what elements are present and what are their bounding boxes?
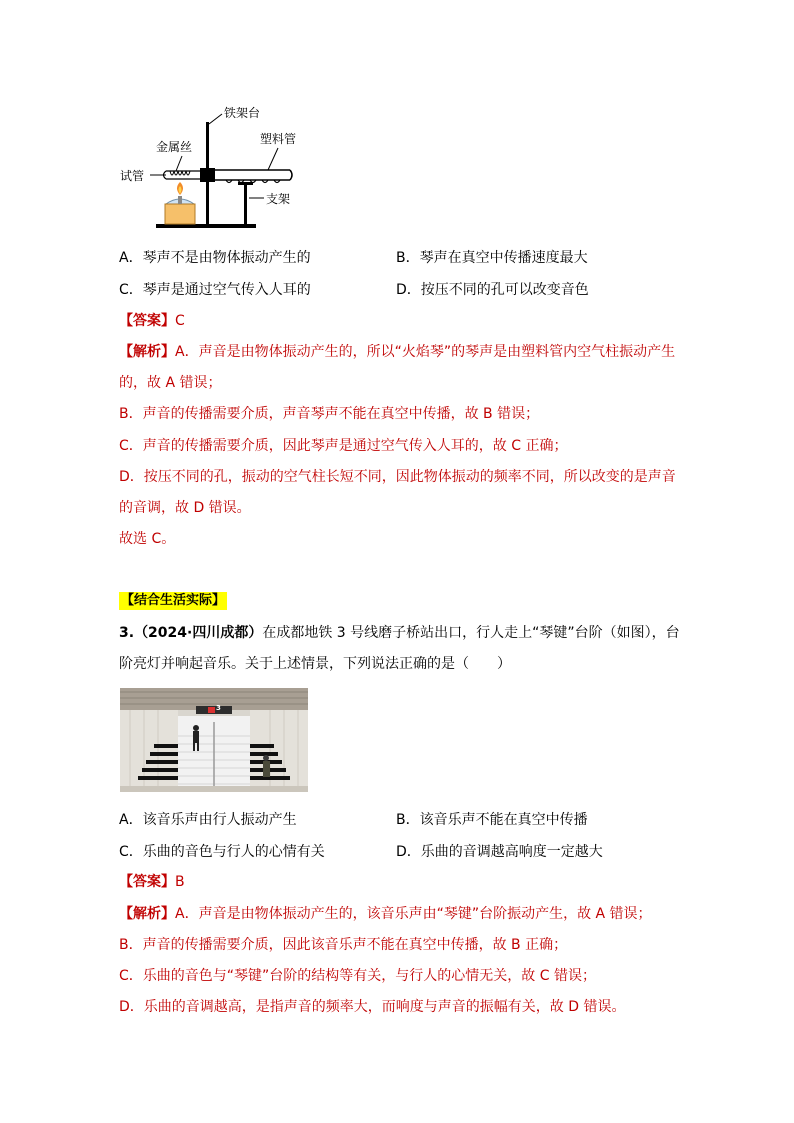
apparatus-drawing (118, 100, 318, 235)
q2-answer-value: C (175, 313, 185, 329)
q3-analysis-text1: A．声音是由物体振动产生的，该音乐声由“琴键”台阶振动产生，故 A 错误； (175, 906, 652, 922)
q2-option-d: D．按压不同的孔可以改变音色 (396, 282, 589, 298)
q3-analysis-line4: D．乐曲的音调越高，是指声音的频率大，而响度与声音的振幅有关，故 D 错误。 (119, 999, 626, 1015)
apparatus-figure (118, 100, 318, 235)
q2-analysis-line4: C．声音的传播需要介质，因此琴声是通过空气传入人耳的，故 C 正确； (119, 438, 568, 454)
q3-option-b: B．该音乐声不能在真空中传播 (396, 812, 588, 828)
q2-analysis-line5: D．按压不同的孔，振动的空气柱长短不同，因此物体振动的频率不同，所以改变的是声音 (119, 469, 676, 485)
q2-option-a: A．琴声不是由物体振动产生的 (119, 250, 311, 266)
q2-answer (119, 311, 185, 331)
q2-answer-tag: 【答案】 (119, 313, 175, 329)
label-test-tube: 试管 (120, 169, 145, 183)
q3-option-a: A．该音乐声由行人振动产生 (119, 812, 297, 828)
q3-answer (119, 872, 185, 892)
q3-number: 3. (119, 625, 135, 641)
q3-analysis-tag: 【解析】 (119, 906, 175, 922)
q2-analysis-line1 (119, 342, 675, 362)
q2-analysis-tag: 【解析】 (119, 344, 175, 360)
q2-analysis-line6: 的音调，故 D 错误。 (119, 500, 251, 516)
q2-conclusion: 故选 C。 (119, 531, 176, 547)
q2-analysis-line2: 的，故 A 错误； (119, 375, 222, 391)
q3-option-d: D．乐曲的音调越高响度一定越大 (396, 844, 603, 860)
label-iron-stand: 铁架台 (224, 106, 261, 120)
q2-option-c: C．琴声是通过空气传入人耳的 (119, 282, 311, 298)
q3-stem-line1 (119, 623, 680, 643)
q2-analysis-line3: B．声音的传播需要介质，声音琴声不能在真空中传播，故 B 错误； (119, 406, 540, 422)
photo-sign-number: 3 (216, 704, 221, 712)
q3-stem-line2: 阶亮灯并响起音乐。关于上述情景，下列说法正确的是（ ） (119, 656, 511, 672)
q2-analysis-text1: A．声音是由物体振动产生的，所以“火焰琴”的琴声是由塑料管内空气柱振动产生 (175, 344, 676, 360)
q3-answer-value: B (175, 874, 185, 890)
stairs-drawing (120, 688, 308, 792)
subway-stairs-photo (120, 688, 308, 792)
label-support: 支架 (266, 192, 291, 206)
q3-analysis-line2: B．声音的传播需要介质，因此该音乐声不能在真空中传播，故 B 正确； (119, 937, 568, 953)
label-plastic-tube: 塑料管 (260, 132, 297, 146)
q3-source: （2024·四川成都） (134, 625, 263, 641)
section-tag: 【结合生活实际】 (121, 593, 226, 608)
q3-stem-text1: 在成都地铁 3 号线磨子桥站出口，行人走上“琴键”台阶（如图），台 (262, 625, 680, 641)
q3-analysis-line1 (119, 904, 652, 924)
q3-answer-tag: 【答案】 (119, 874, 175, 890)
q3-analysis-line3: C．乐曲的音色与“琴键”台阶的结构等有关，与行人的心情无关，故 C 错误； (119, 968, 596, 984)
q3-option-c: C．乐曲的音色与行人的心情有关 (119, 844, 325, 860)
label-metal-wire: 金属丝 (156, 140, 193, 154)
q2-option-b: B．琴声在真空中传播速度最大 (396, 250, 588, 266)
